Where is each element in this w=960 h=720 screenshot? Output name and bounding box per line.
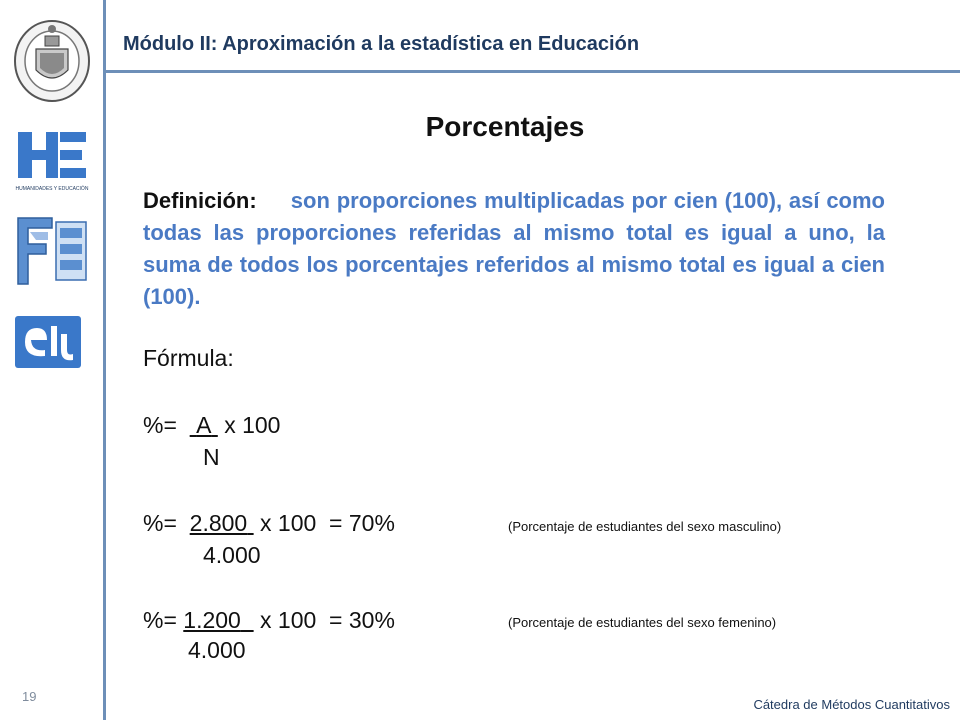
slide-title: Porcentajes bbox=[425, 111, 585, 142]
example-female-line: %= 1.200 x 100 = 30% bbox=[143, 607, 395, 633]
formula-line bbox=[143, 412, 280, 439]
example-male-expression: x 100 = 70% bbox=[260, 510, 395, 536]
university-seal-icon bbox=[12, 14, 92, 104]
faculty-caption: HUMANIDADES Y EDUCACIÓN bbox=[15, 186, 89, 192]
definition-text: son proporciones multiplicadas por cien (100), así como todas las proporciones referidas al mismo total es igual a uno, la suma de todos los porcentajes referidos al mismo total es igual a cien (100). bbox=[143, 188, 885, 309]
example-male-line: %= 2.800 x 100 = 70% bbox=[143, 510, 395, 536]
example-female-note: (Porcentaje de estudiantes del sexo femenino) bbox=[508, 615, 777, 630]
header-divider bbox=[106, 70, 960, 73]
formula-multiplier: x 100 bbox=[224, 412, 281, 438]
example-female-denominator: 4.000 bbox=[188, 637, 246, 663]
example-female-numerator: 1.200 bbox=[183, 607, 241, 633]
definition-paragraph bbox=[143, 185, 885, 313]
formula-denominator: N bbox=[203, 444, 220, 470]
page-number: 19 bbox=[22, 689, 37, 704]
formula-prefix: %= bbox=[143, 412, 177, 438]
example-female-expression: x 100 = 30% bbox=[260, 607, 395, 633]
definition-label: Definición: bbox=[143, 188, 257, 213]
footer-text: Cátedra de Métodos Cuantitativos bbox=[753, 697, 950, 712]
header-title: Módulo II: Aproximación a la estadística en Educación bbox=[123, 33, 640, 55]
he-logo-icon bbox=[14, 128, 90, 194]
fhe-logo-icon bbox=[12, 214, 90, 288]
sidebar-divider bbox=[103, 0, 106, 720]
formula-label: Fórmula: bbox=[143, 345, 234, 371]
example-male-numerator: 2.800 bbox=[189, 510, 248, 536]
edu-logo-icon bbox=[15, 316, 81, 368]
example-male-note: (Porcentaje de estudiantes del sexo masculino) bbox=[508, 519, 782, 534]
example-male-denominator: 4.000 bbox=[203, 542, 261, 568]
formula-numerator: A bbox=[196, 412, 212, 438]
